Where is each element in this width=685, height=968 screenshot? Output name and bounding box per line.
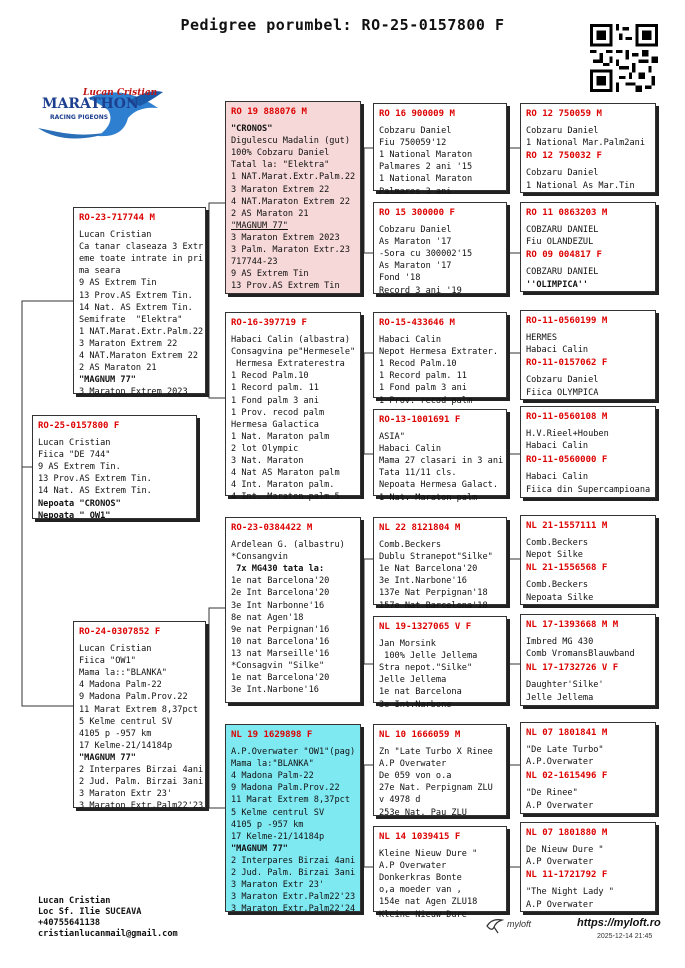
card-line: 3e Int Narbonne'16	[231, 600, 325, 611]
card-line: Fiu 750059'12	[379, 138, 447, 149]
card-line: 2 Jud. Palm. Birzai 3ani	[231, 868, 356, 879]
ring-id: RO-11-0157062 F	[526, 358, 608, 369]
card-line: 9e nat Perpignan'16	[231, 624, 330, 635]
card-line: 17 Kelme-21/14184p	[231, 831, 325, 842]
card-line: 3 Palm. Maraton Extr.23	[231, 245, 350, 256]
sss-card[interactable]	[373, 103, 507, 197]
card-line: 3 Maraton Extrem 22	[231, 184, 330, 195]
card-line: 157e Nat Barcelona'18	[379, 600, 488, 611]
card-line: Kleine Nieuw Dure	[379, 909, 467, 920]
card-line: 9 AS Extrem Tin.	[38, 462, 121, 473]
svg-text:MARATHON: MARATHON	[42, 96, 139, 112]
owner-name: Lucan Cristian	[38, 896, 111, 906]
card-line: Hermesa Extraterestra	[231, 359, 345, 370]
card-line: "The Night Lady "	[526, 887, 614, 898]
card-line: Nepoata "CRONOS"	[38, 498, 121, 509]
card-line: A.P.Overwater	[526, 757, 594, 768]
card-line: 1e nat Barcelona'20	[231, 673, 330, 684]
card-line: Habaci Calin	[526, 472, 589, 483]
card-line: 2 AS Maraton 21	[79, 363, 157, 374]
card-line: Palmares 3 ani	[379, 186, 452, 197]
card-line: Habaci Calin (albastra)	[231, 335, 350, 346]
card-line: 14 Nat. AS Extrem Tin.	[38, 486, 152, 497]
card-line: 9 Madona Palm.Prov.22	[231, 783, 340, 794]
ring-id: NL 14 1039415 F	[379, 832, 461, 842]
card-line: Comb.Beckers	[379, 540, 442, 551]
card-line: A.P Overwater	[526, 800, 594, 811]
ring-id: RO-24-0307852 F	[79, 627, 161, 637]
card-line: 5 Kelme centrul SV	[231, 807, 325, 818]
print-date: 2025-12-14 21:45	[597, 933, 653, 940]
card-line: 8e nat Agen'18	[231, 612, 304, 623]
card-line: Donkerkras Bonte	[379, 873, 462, 884]
card-line: Imbred MG 430	[526, 637, 594, 648]
card-line: Digulescu Madalin (gut)	[231, 136, 350, 147]
ring-id: NL 17-1732726 V F	[526, 663, 619, 674]
card-line: Cobzaru Daniel	[379, 126, 452, 137]
card-line: ma seara	[79, 266, 121, 277]
card-line: De Nieuw Dure "	[526, 845, 604, 856]
owner-email[interactable]: cristianlucanmail@gmail.com	[38, 929, 178, 939]
card-line: Fiica "DE 744"	[38, 450, 111, 461]
card-line: 10 nat Barcelona'16	[231, 636, 330, 647]
card-line: Tatal la: "Elektra"	[231, 160, 330, 171]
card-line: 2 lot Olympic	[231, 443, 299, 454]
card-line: As Maraton '17	[379, 261, 452, 272]
card-line: Nepoata Silke	[526, 592, 594, 603]
card-line: 13 Prov.AS Extrem Tin	[231, 281, 340, 292]
card-line: 3 Maraton Extr.Palm22'24	[231, 904, 356, 915]
card-line: 4 Int. Maraton palm.	[231, 480, 335, 491]
card-line: 1 Nat. Maraton palm	[231, 431, 330, 442]
card-line: 27e Nat. Perpignam ZLU	[379, 783, 493, 794]
sdd-card[interactable]	[373, 409, 507, 503]
card-line: 3e Int.Narbone	[379, 699, 452, 710]
card-line: Habaci Calin	[379, 335, 442, 346]
card-line: Nepot Hermesa Extrater.	[379, 347, 498, 358]
card-line: Fiica OLYMPICA	[526, 387, 599, 398]
card-line: Nepot Silke	[526, 550, 583, 561]
card-line: 4105 p -957 km	[79, 728, 152, 739]
card-line: Daughter'Silke'	[526, 680, 604, 691]
card-line: 11 Marat Extrem 8,37pct	[231, 795, 350, 806]
ring-id: RO 11 0863203 M	[526, 208, 608, 218]
card-line: 1 NAT.Marat.Extr.Palm.22	[79, 326, 204, 337]
card-line: Cobzaru Daniel	[526, 168, 599, 179]
ring-id: RO 12 750059 M	[526, 109, 602, 119]
card-line: 1 Fond palm 3 ani	[231, 395, 319, 406]
card-line: Cobzaru Daniel	[379, 225, 452, 236]
owner-phone: +40755641138	[38, 918, 101, 928]
ring-id: NL 07 1801841 M	[526, 728, 608, 738]
card-line: 1e Nat Barcelona'20	[379, 564, 478, 575]
card-line: 4 Nat AS Maraton palm	[231, 468, 340, 479]
dsd-card[interactable]	[373, 616, 507, 710]
card-line: 1 Recod Palm.10	[231, 371, 309, 382]
card-line: 4 NAT.Maraton Extrem 22	[231, 196, 350, 207]
card-line: 1 Fond palm 3 ani	[379, 383, 467, 394]
card-line: As Maraton '17	[379, 237, 452, 248]
ring-id: NL 02-1615496 F	[526, 771, 608, 782]
card-line: Lucan Cristian	[79, 644, 152, 655]
card-line: 13 Prov.AS Extrem Tin.	[38, 474, 152, 485]
card-line: Dublu Stranepot"Silke"	[379, 552, 493, 563]
card-line: 1 Record palm. 11	[379, 371, 467, 382]
sire-dam-card[interactable]	[225, 312, 361, 503]
ring-id: NL 10 1666059 M	[379, 730, 461, 740]
card-line: 3 Maraton Extrem 2023	[79, 387, 188, 398]
card-line: Cobzaru Daniel	[526, 126, 599, 137]
card-line: 13 nat Marseille'16	[231, 648, 330, 659]
card-line: Habaci Calin	[526, 441, 589, 452]
card-line: De 059 von o.a	[379, 771, 452, 782]
card-line: 17 Kelme-21/14184p	[79, 740, 173, 751]
card-line: COBZARU DANIEL	[526, 225, 599, 236]
card-line: 14 Nat. AS Extrem Tin.	[79, 302, 193, 313]
card-line: "MAGNUM 77"	[231, 220, 288, 231]
card-line: 4 Madona Palm-22	[231, 771, 314, 782]
card-line: "De Late Turbo"	[526, 745, 604, 756]
card-line: Hermesa Galactica	[231, 419, 319, 430]
ssd-card[interactable]	[373, 202, 507, 294]
ring-id: RO 19 888076 M	[231, 107, 307, 117]
card-line: 1 NAT.Marat.Extr.Palm.22	[231, 172, 356, 183]
card-line: 137e Nat Perpignan'18	[379, 588, 488, 599]
ring-id: RO-11-0560108 M	[526, 412, 608, 422]
card-line: 1 Nat. Maraton palm	[379, 492, 478, 503]
card-line: Lucan Cristian	[79, 230, 152, 241]
dam-dam-card[interactable]	[225, 724, 361, 915]
card-line: 1 National Mar.Palm2ani	[526, 138, 645, 149]
ring-id: RO 12 750032 F	[526, 151, 602, 162]
card-line: H.V.Rieel+Houben	[526, 429, 609, 440]
ring-id: RO-15-433646 M	[379, 318, 455, 328]
card-line: 1 National As Mar.Tin	[526, 180, 635, 191]
ring-id: RO-25-0157800 F	[38, 421, 120, 431]
card-line: Ca tanar claseaza 3 Extr	[79, 242, 204, 253]
gen4-card-7[interactable]	[520, 722, 656, 814]
card-line: 717744-23	[231, 257, 278, 268]
card-line: ''OLIMPICA''	[526, 279, 589, 290]
ring-id: RO 15 300000 F	[379, 208, 455, 218]
card-line: 2e Int Barcelona'20	[231, 588, 330, 599]
svg-text:Lucan Cristian: Lucan Cristian	[83, 88, 158, 98]
card-line: 1 National Maraton	[379, 174, 473, 185]
card-line: 7x MG430 tata la:	[231, 564, 325, 575]
card-line: 4 Int. Maraton palm.5	[231, 492, 340, 503]
dam-card[interactable]	[73, 621, 206, 812]
gen4-card-3[interactable]	[520, 310, 656, 400]
card-line: Lucan Cristian	[38, 438, 111, 449]
myloft-logo-icon	[484, 914, 506, 936]
card-line: A.P Overwater	[526, 857, 594, 868]
card-line: 100% Cobzaru Daniel	[231, 148, 330, 159]
card-line: 2 Interpares Birzai 4ani	[231, 855, 356, 866]
gen4-card-2[interactable]	[520, 202, 656, 292]
card-line: 1 Recod Palm.10	[379, 359, 457, 370]
card-line: 1 Prov. recod palm	[231, 407, 325, 418]
card-line: 3 Maraton Extrem 2023	[231, 232, 340, 243]
card-line: Stra nepot."Silke"	[379, 663, 473, 674]
card-line: 1e nat Barcelona	[379, 687, 462, 698]
card-line: 9 AS Extrem Tin	[231, 269, 309, 280]
card-line: 2 AS Maraton 21	[231, 208, 309, 219]
ring-id: NL 21-1556568 F	[526, 563, 608, 574]
card-line: Habaci Calin	[379, 444, 442, 455]
card-line: A.P Overwater	[379, 861, 447, 872]
card-line: o,a moeder van ,	[379, 885, 462, 896]
card-line: Mama 27 clasari in 3 ani	[379, 456, 504, 467]
card-line: 3 Maraton Extr.Palm22'23	[231, 892, 356, 903]
subject-card[interactable]	[32, 415, 197, 519]
card-line: 3e Int.Narbone'16	[231, 685, 319, 696]
card-line: 3 Nat. Maraton	[231, 456, 304, 467]
card-line: 4105 p -957 km	[231, 819, 304, 830]
card-line: A.P Overwater	[526, 899, 594, 910]
card-line: Jelle Jellema	[379, 675, 447, 686]
card-line: Fiica "OW1"	[79, 656, 136, 667]
card-line: 3 Maraton Extr 23'	[231, 880, 325, 891]
card-line: Jelle Jellema	[526, 692, 594, 703]
card-line: HERMES	[526, 333, 558, 344]
card-line: Fiu OLANDEZUL	[526, 237, 594, 248]
ring-id: NL 07 1801880 M	[526, 828, 608, 838]
sds-card[interactable]	[373, 312, 507, 406]
card-line: -Sora cu 300002'15	[379, 249, 473, 260]
ring-id: NL 22 8121804 M	[379, 523, 461, 533]
card-line: Record 3 ani '19	[379, 285, 462, 296]
card-line: 1 National Maraton	[379, 150, 473, 161]
card-line: *Consagvin "Silke"	[231, 661, 325, 672]
gen4-card-8[interactable]	[520, 822, 656, 912]
ring-id: NL 19 1629898 F	[231, 730, 313, 740]
owner-contact	[38, 896, 178, 940]
card-line: 1 Prov. recod palm	[379, 395, 473, 406]
card-line: Cobzaru Daniel	[526, 375, 599, 386]
card-line: Comb.Beckers	[526, 580, 589, 591]
ring-id: RO-13-1001691 F	[379, 415, 461, 425]
card-line: 3 Maraton Extr 23'	[79, 789, 173, 800]
ring-id: RO-11-0560199 M	[526, 316, 608, 326]
card-line: Ardelean G. (albastru)	[231, 540, 345, 551]
ring-id: NL 21-1557111 M	[526, 521, 608, 531]
card-line: Comb VromansBlauwband	[526, 649, 635, 660]
card-line: 2 Interpares Birzai 4ani	[79, 765, 204, 776]
ring-id: NL 19-1327065 V F	[379, 622, 472, 632]
card-line: Nepoata " OW1"	[38, 510, 111, 521]
sire-sire-card[interactable]	[225, 101, 361, 294]
card-line: Tata 11/11 cls.	[379, 468, 457, 479]
dds-card[interactable]	[373, 724, 507, 816]
page-title: Pedigree porumbel: RO-25-0157800 F	[180, 16, 505, 34]
sire-card[interactable]	[73, 207, 206, 398]
card-line: "MAGNUM 77"	[231, 843, 288, 854]
card-line: ASIA"	[379, 432, 405, 443]
card-line: "CRONOS"	[231, 124, 273, 135]
ring-id: RO-11-0560000 F	[526, 455, 608, 466]
ring-id: NL 17-1393668 M M	[526, 620, 619, 630]
card-line: 9 Madona Palm.Prov.22	[79, 692, 188, 703]
card-line: Semifrate "Elektra"	[79, 314, 183, 325]
myloft-brand: myloft	[507, 919, 532, 929]
card-line: 4 Madona Palm-22	[79, 680, 162, 691]
card-line: 253e Nat. Pau ZLU	[379, 807, 467, 818]
card-line: 1e nat Barcelona'20	[231, 576, 330, 587]
card-line: 13 Prov.AS Extrem Tin.	[79, 290, 193, 301]
card-line: COBZARU DANIEL	[526, 267, 599, 278]
svg-text:RACING PIGEONS: RACING PIGEONS	[50, 114, 109, 121]
ring-id: NL 11-1721792 F	[526, 870, 608, 881]
card-line: 3e Int.Narbone'16	[379, 576, 467, 587]
card-line: v 4978 d	[379, 795, 421, 806]
gen4-card-6[interactable]	[520, 614, 656, 706]
card-line: Comb.Beckers	[526, 538, 589, 549]
ring-id: RO-16-397719 F	[231, 318, 307, 328]
card-line: 11 Marat Extrem 8,37pct	[79, 704, 198, 715]
card-line: Fond '18	[379, 273, 421, 284]
card-line: Mama la::"BLANKA"	[79, 668, 167, 679]
card-line: 9 AS Extrem Tin	[79, 278, 157, 289]
card-line: 2 Jud. Palm. Birzai 3ani	[79, 777, 204, 788]
ring-id: RO-23-0384422 M	[231, 523, 313, 533]
card-line: "MAGNUM 77"	[79, 375, 136, 386]
card-line: Habaci Calin	[526, 345, 589, 356]
dam-sire-card[interactable]	[225, 517, 361, 703]
card-line: "MAGNUM 77"	[79, 752, 136, 763]
card-line: 5 Kelme centrul SV	[79, 716, 173, 727]
gen4-card-1[interactable]	[520, 103, 656, 193]
card-line: Consagvina pe"Hermesele"	[231, 347, 356, 358]
card-line: Fiica din Supercampioana	[526, 484, 651, 495]
card-line: *Consangvin	[231, 552, 288, 563]
card-line: Mama la:"BLANKA"	[231, 759, 314, 770]
card-line: Nepoata Hermesa Galact.	[379, 480, 498, 491]
ring-id: RO-23-717744 M	[79, 213, 155, 223]
card-line: Kleine Nieuw Dure "	[379, 849, 478, 860]
card-line: "De Rinee"	[526, 788, 578, 799]
card-line: 3 Maraton Extrem 22	[79, 338, 178, 349]
card-line: 1 Record palm. 11	[231, 383, 319, 394]
ddd-card[interactable]	[373, 826, 507, 920]
gen4-card-5[interactable]	[520, 515, 656, 605]
dss-card[interactable]	[373, 517, 507, 611]
myloft-url[interactable]: https://myloft.ro	[577, 917, 661, 929]
card-line: 4 NAT.Maraton Extrem 22	[79, 351, 198, 362]
card-line: Jan Morsink	[379, 639, 436, 650]
card-line: A.P.Overwater "OW1"(pag)	[231, 747, 356, 758]
gen4-card-4[interactable]	[520, 406, 656, 498]
ring-id: RO 16 900009 M	[379, 109, 455, 119]
card-line: 154e nat Agen ZLU18	[379, 897, 478, 908]
card-line: Palmares 2 ani '15	[379, 162, 473, 173]
card-line: 3 Maraton Extr.Palm22'23	[79, 801, 204, 812]
owner-address: Loc Sf. Ilie SUCEAVA	[38, 907, 142, 917]
card-line: A.P Overwater	[379, 759, 447, 770]
ring-id: RO 09 004817 F	[526, 250, 602, 261]
card-line: 100% Jelle Jellema	[379, 651, 478, 662]
card-line: Zn "Late Turbo X Rinee	[379, 747, 493, 758]
card-line: eme toate intrate in pri	[79, 254, 204, 265]
